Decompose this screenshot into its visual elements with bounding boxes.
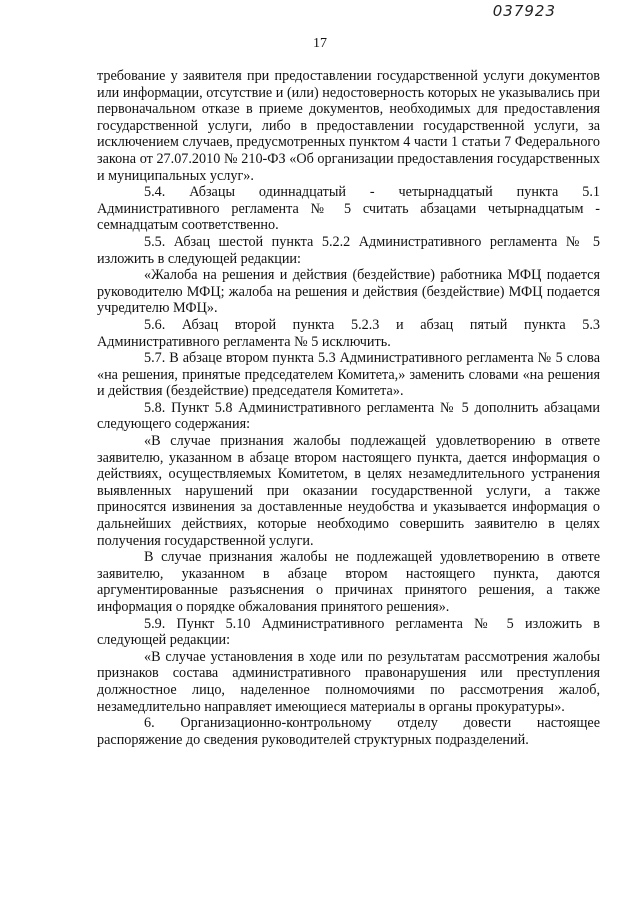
paragraph: 5.6. Абзац второй пункта 5.2.3 и абзац пятый пункта 5.3 Административного регламента № 5 исключить. — [97, 316, 600, 350]
paragraph: 5.4. Абзацы одиннадцатый - четырнадцатый пункта 5.1 Административного регламента № 5 считать абзацами четырнадцатым - семнадцатым соответственно. — [97, 184, 600, 234]
page-number: 17 — [313, 36, 327, 51]
paragraph: В случае признания жалобы не подлежащей удовлетворению в ответе заявителю, указанном в абзаце втором настоящего пункта, даются аргументированные разъяснения о причинах принятого решения, а также информация о порядке обжалования принятого решения». — [97, 549, 600, 615]
handwritten-number-stamp: 037923 — [492, 2, 556, 20]
paragraph: «В случае установления в ходе или по результатам рассмотрения жалобы признаков состава административного правонарушения или преступления должностное лицо, наделенное полномочиями по рассмотрения жалоб, незамедлительно направляет имеющиеся материалы в органы прокуратуры». — [97, 648, 600, 715]
paragraph: требование у заявителя при предоставлении государственной услуги документов или информации, отсутствие и (или) недостоверность которых не указывались при первоначальном отказе в приеме документов, необходимых для предоставления государственной услуги, либо в предоставлении государственной услуги, за исключением случаев, предусмотренных пунктом 4 части 1 статьи 7 Федерального закона от 27.07.2010 № 210-ФЗ «Об организации предоставления государственных и муниципальных услуг». — [97, 68, 600, 184]
paragraph: 5.7. В абзаце втором пункта 5.3 Административного регламента № 5 слова «на решения, принятые председателем Комитета,» заменить словами «на решения и действия (бездействие) председателя Комитета». — [97, 350, 600, 400]
document-body — [97, 68, 600, 748]
paragraph: «Жалоба на решения и действия (бездействие) работника МФЦ подается руководителю МФЦ; жалоба на решения и действия (бездействие) МФЦ подается учредителю МФЦ». — [97, 267, 600, 317]
paragraph: «В случае признания жалобы подлежащей удовлетворению в ответе заявителю, указанном в абзаце втором настоящего пункта, дается информация о действиях, осуществляемых Комитетом, в целях незамедлительного устранения выявленных нарушений при оказании государственной услуги, а также приносятся извинения за доставленные неудобства и указывается информация о дальнейших действиях, которые необходимо совершить заявителю в целях получения государственной услуги. — [97, 433, 600, 549]
paragraph: 6. Организационно-контрольному отделу довести настоящее распоряжение до сведения руководителей структурных подразделений. — [97, 715, 600, 748]
paragraph: 5.8. Пункт 5.8 Административного регламента № 5 дополнить абзацами следующего содержания: — [97, 399, 600, 433]
paragraph: 5.9. Пункт 5.10 Административного регламента № 5 изложить в следующей редакции: — [97, 615, 600, 649]
paragraph: 5.5. Абзац шестой пункта 5.2.2 Административного регламента № 5 изложить в следующей редакции: — [97, 233, 600, 267]
